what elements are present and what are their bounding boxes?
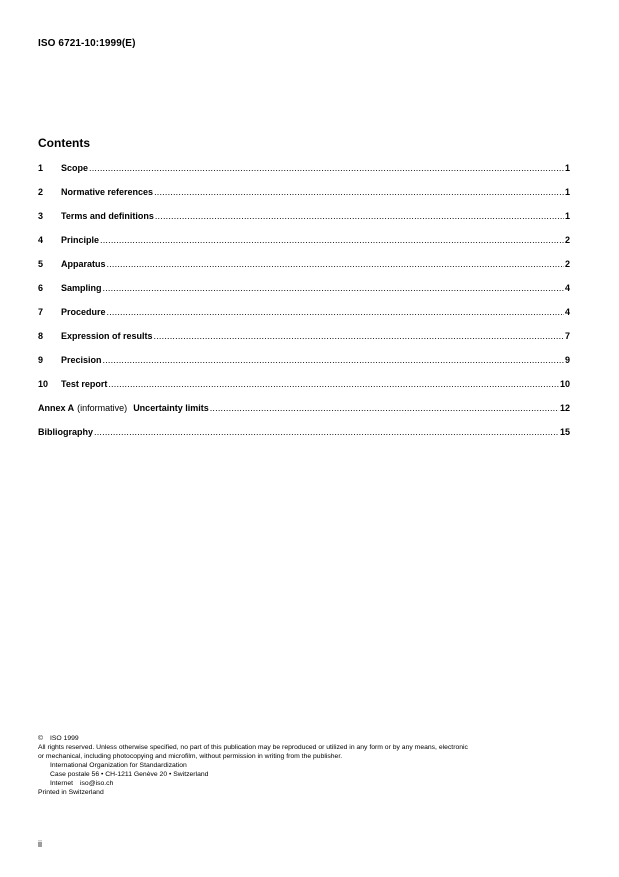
toc-leader-dots xyxy=(155,211,564,221)
toc-entry-bibliography[interactable] xyxy=(38,427,570,451)
toc-leader-dots xyxy=(154,331,564,341)
toc-leader-dots xyxy=(94,427,559,437)
toc-annex-prefix: Annex A xyxy=(38,403,75,413)
copyright-year-line xyxy=(38,734,583,743)
toc-entry-procedure[interactable] xyxy=(38,307,570,331)
toc-entry-page: 4 xyxy=(564,283,570,293)
document-header: ISO 6721-10:1999(E) xyxy=(38,38,136,49)
toc-entry-scope[interactable] xyxy=(38,163,570,187)
toc-leader-dots xyxy=(103,355,564,365)
toc-entry-label: Scope xyxy=(61,163,89,173)
toc-entry-label: Test report xyxy=(61,379,108,389)
toc-annex-type: (informative) xyxy=(77,403,128,413)
toc-entry-number: 6 xyxy=(38,283,44,293)
internet-label: Internet xyxy=(50,780,74,787)
contact-email[interactable]: iso@iso.ch xyxy=(80,780,114,787)
toc-entry-principle[interactable] xyxy=(38,235,570,259)
rights-line-2: or mechanical, including photocopying and microfilm, without permission in writing from the publisher. xyxy=(38,753,343,760)
toc-entry-number: 9 xyxy=(38,355,44,365)
page-number: ii xyxy=(38,839,42,849)
table-of-contents xyxy=(38,163,570,451)
toc-entry-page: 15 xyxy=(559,427,570,437)
toc-leader-dots xyxy=(154,187,564,197)
toc-entry-apparatus[interactable] xyxy=(38,259,570,283)
toc-entry-page: 4 xyxy=(564,307,570,317)
toc-leader-dots xyxy=(89,163,564,173)
toc-leader-dots xyxy=(107,259,564,269)
copyright-notice xyxy=(38,734,583,797)
toc-entry-number: 2 xyxy=(38,187,44,197)
toc-entry-number: 4 xyxy=(38,235,44,245)
toc-entry-annex-a[interactable] xyxy=(38,403,570,427)
toc-entry-page: 1 xyxy=(564,187,570,197)
toc-entry-label: Terms and definitions xyxy=(61,211,154,221)
toc-entry-label: Precision xyxy=(61,355,102,365)
toc-leader-dots xyxy=(107,307,564,317)
toc-entry-page: 2 xyxy=(564,235,570,245)
toc-leader-dots xyxy=(103,283,564,293)
toc-entry-terms-and-definitions[interactable] xyxy=(38,211,570,235)
copyright-year: ISO 1999 xyxy=(50,735,79,742)
toc-entry-label: Apparatus xyxy=(61,259,106,269)
toc-entry-test-report[interactable] xyxy=(38,379,570,403)
toc-annex-title: Uncertainty limits xyxy=(133,403,209,413)
toc-entry-page: 12 xyxy=(559,403,570,413)
toc-entry-page: 1 xyxy=(564,211,570,221)
rights-line-1: All rights reserved. Unless otherwise specified, no part of this publication may be reproduced or utilized in any form or by any means, electronic xyxy=(38,744,468,751)
toc-leader-dots xyxy=(100,235,564,245)
toc-entry-label: Normative references xyxy=(61,187,154,197)
toc-entry-label: Procedure xyxy=(61,307,106,317)
toc-entry-number: 7 xyxy=(38,307,44,317)
toc-entry-normative-references[interactable] xyxy=(38,187,570,211)
toc-leader-dots xyxy=(210,403,559,413)
toc-entry-number: 8 xyxy=(38,331,44,341)
toc-entry-label: Bibliography xyxy=(38,427,94,437)
toc-entry-page: 7 xyxy=(564,331,570,341)
toc-entry-page: 1 xyxy=(564,163,570,173)
toc-entry-precision[interactable] xyxy=(38,355,570,379)
toc-leader-dots xyxy=(108,379,559,389)
toc-entry-page: 2 xyxy=(564,259,570,269)
toc-entry-number: 10 xyxy=(38,379,49,389)
toc-entry-sampling[interactable] xyxy=(38,283,570,307)
toc-entry-page: 9 xyxy=(564,355,570,365)
toc-entry-number: 3 xyxy=(38,211,44,221)
toc-entry-expression-of-results[interactable] xyxy=(38,331,570,355)
toc-entry-number: 5 xyxy=(38,259,44,269)
organization-name: International Organization for Standardization xyxy=(50,762,187,769)
toc-entry-number: 1 xyxy=(38,163,44,173)
organization-address: Case postale 56 • CH-1211 Genève 20 • Switzerland xyxy=(50,771,209,778)
printed-in: Printed in Switzerland xyxy=(38,789,104,796)
toc-entry-label: Expression of results xyxy=(61,331,153,341)
toc-entry-label: Principle xyxy=(61,235,100,245)
toc-entry-label: Sampling xyxy=(61,283,102,293)
copyright-symbol: © xyxy=(38,735,44,742)
contents-title: Contents xyxy=(38,136,90,150)
internet-line xyxy=(38,779,583,788)
toc-entry-page: 10 xyxy=(559,379,570,389)
